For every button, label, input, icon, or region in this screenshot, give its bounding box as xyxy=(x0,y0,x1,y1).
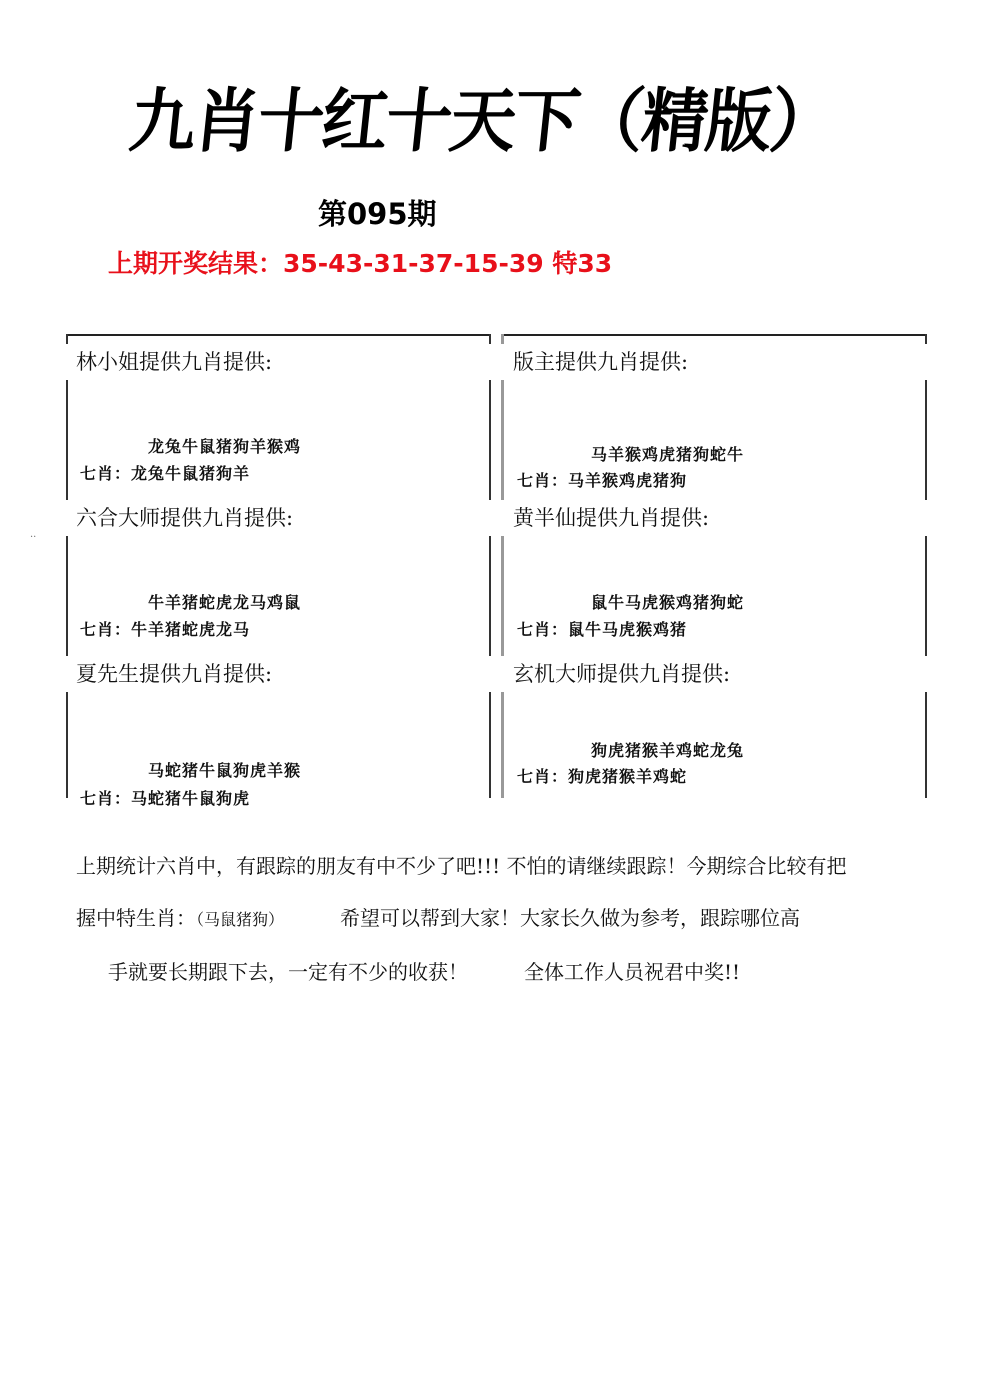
nine-zodiac-pick: 鼠牛马虎猴鸡猪狗蛇 xyxy=(591,593,745,612)
seven-zodiac-pick xyxy=(80,617,250,640)
seven-zodiac-pick xyxy=(517,468,687,491)
seven-values: 狗虎猪猴羊鸡蛇 xyxy=(568,767,688,786)
note-pick-zodiacs: （马鼠猪狗） xyxy=(196,910,285,929)
note-line-1: 上期统计六肖中，有跟踪的朋友有中不少了吧!!! 不怕的请继续跟踪！今期综合比较有把 xyxy=(76,854,847,878)
prediction-block xyxy=(66,334,491,489)
seven-label: 七肖： xyxy=(80,464,132,483)
last-draw-result xyxy=(108,244,612,280)
seven-label: 七肖： xyxy=(80,789,132,808)
seven-values: 马蛇猪牛鼠狗虎 xyxy=(131,789,251,808)
note-text: 手就要长期跟下去，一定有不少的收获！ xyxy=(108,960,468,984)
seven-values: 鼠牛马虎猴鸡猪 xyxy=(568,620,688,639)
block-heading: 玄机大师提供九肖提供: xyxy=(501,656,927,692)
scan-artifact: ·· xyxy=(30,532,37,543)
right-prediction-column xyxy=(501,334,927,798)
nine-zodiac-pick: 马羊猴鸡虎猪狗蛇牛 xyxy=(591,445,745,464)
seven-values: 牛羊猪蛇虎龙马 xyxy=(131,620,251,639)
page-title: 九肖十红十天下（精版） xyxy=(125,81,839,162)
prediction-block xyxy=(501,646,927,801)
seven-label: 七肖： xyxy=(80,620,132,639)
nine-zodiac-pick: 龙兔牛鼠猪狗羊猴鸡 xyxy=(148,437,302,456)
seven-zodiac-pick xyxy=(517,764,687,787)
left-prediction-column xyxy=(66,334,491,808)
prediction-block xyxy=(501,334,927,489)
seven-label: 七肖： xyxy=(517,767,569,786)
block-heading: 夏先生提供九肖提供: xyxy=(66,656,491,692)
nine-zodiac-pick: 牛羊猪蛇虎龙马鸡鼠 xyxy=(148,593,302,612)
block-heading: 六合大师提供九肖提供: xyxy=(66,500,491,536)
seven-zodiac-pick xyxy=(80,786,250,809)
block-heading: 林小姐提供九肖提供: xyxy=(66,344,491,380)
nine-zodiac-pick: 狗虎猪猴羊鸡蛇龙兔 xyxy=(591,741,745,760)
last-result-numbers: 35-43-31-37-15-39 xyxy=(283,249,544,278)
seven-label: 七肖： xyxy=(517,471,569,490)
last-result-label: 上期开奖结果： xyxy=(108,249,284,278)
seven-zodiac-pick xyxy=(80,461,250,484)
note-text: 希望可以帮到大家！大家长久做为参考，跟踪哪位高 xyxy=(340,906,801,930)
seven-zodiac-pick xyxy=(517,617,687,640)
prediction-block xyxy=(501,490,927,645)
seven-values: 龙兔牛鼠猪狗羊 xyxy=(131,464,251,483)
seven-values: 马羊猴鸡虎猪狗 xyxy=(568,471,688,490)
note-line-2 xyxy=(76,902,800,931)
block-heading: 黄半仙提供九肖提供: xyxy=(501,500,927,536)
block-heading: 版主提供九肖提供: xyxy=(501,344,927,380)
note-wish: 全体工作人员祝君中奖!! xyxy=(524,960,741,984)
special-number: 特33 xyxy=(552,249,613,278)
note-pick-label: 握中特生肖： xyxy=(76,906,196,930)
nine-zodiac-pick: 马蛇猪牛鼠狗虎羊猴 xyxy=(148,761,302,780)
seven-label: 七肖： xyxy=(517,620,569,639)
note-line-3 xyxy=(108,956,740,985)
prediction-block xyxy=(66,646,491,808)
issue-number: 第095期 xyxy=(318,197,437,231)
prediction-block xyxy=(66,490,491,645)
